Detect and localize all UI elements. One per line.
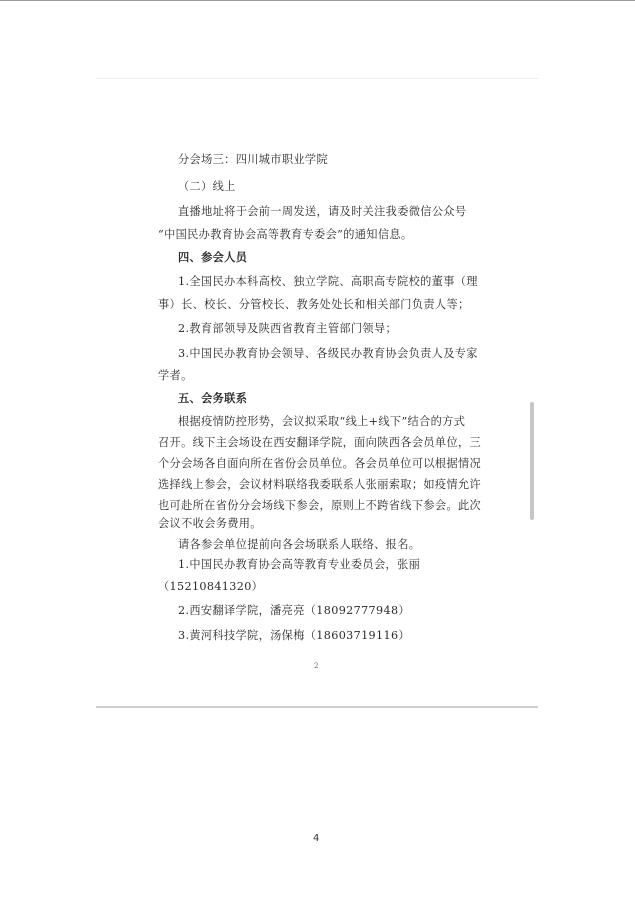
venue-line: 分会场三：四川城市职业学院 bbox=[178, 153, 328, 166]
online-subheading: （二）线上 bbox=[178, 180, 236, 193]
paragraph-line: 3.中国民办教育协会领导、各级民办教育协会负责人及专家 bbox=[178, 347, 478, 360]
paragraph-line: 根据疫情防控形势，会议拟采取“线上+线下”结合的方式 bbox=[178, 415, 466, 428]
page-top-divider bbox=[96, 78, 538, 79]
vertical-scrollbar[interactable] bbox=[530, 402, 534, 520]
inner-page-number: 2 bbox=[314, 662, 319, 670]
paragraph-line: 学者。 bbox=[158, 369, 193, 382]
paragraph-line: 会议不收会务费用。 bbox=[158, 517, 262, 530]
paragraph-line: 直播地址将于会前一周发送，请及时关注我委微信公众号 bbox=[178, 205, 467, 218]
paragraph-line: 请各参会单位提前向各会场联系人联络、报名。 bbox=[178, 538, 421, 551]
paragraph-line: 事）长、校长、分管校长、教务处处长和相关部门负责人等； bbox=[158, 298, 470, 311]
window-top-edge bbox=[0, 0, 635, 1]
page-number: 4 bbox=[313, 833, 320, 844]
paragraph-line: 选择线上参会，会议材料联络我委联系人张丽索取；如疫情允许 bbox=[158, 478, 482, 491]
paragraph-line: 也可赴所在省份分会场线下参会，原则上不跨省线下参会。此次 bbox=[158, 499, 482, 512]
contact-item: 3.黄河科技学院，汤保梅（18603719116） bbox=[178, 629, 410, 642]
paragraph-line: “中国民办教育协会高等教育专委会”的通知信息。 bbox=[158, 228, 413, 241]
contact-item: 2.西安翻译学院，潘亮亮（18092777948） bbox=[178, 604, 410, 617]
section-heading-attendees: 四、参会人员 bbox=[178, 251, 248, 264]
paragraph-line: 召开。线下主会场设在西安翻译学院，面向陕西各会员单位，三 bbox=[158, 436, 482, 449]
paragraph-line: 2.教育部领导及陕西省教育主管部门领导； bbox=[178, 322, 398, 335]
paragraph-line: 个分会场各自面向所在省份会员单位。各会员单位可以根据情况 bbox=[158, 457, 482, 470]
paragraph-line: 1.全国民办本科高校、独立学院、高职高专院校的董事（理 bbox=[178, 275, 478, 288]
page-bottom-divider bbox=[96, 706, 538, 708]
section-heading-contact: 五、会务联系 bbox=[178, 392, 248, 405]
contact-item: 1.中国民办教育协会高等教育专业委员会，张丽 bbox=[178, 558, 421, 571]
contact-phone: （15210841320） bbox=[158, 580, 264, 593]
